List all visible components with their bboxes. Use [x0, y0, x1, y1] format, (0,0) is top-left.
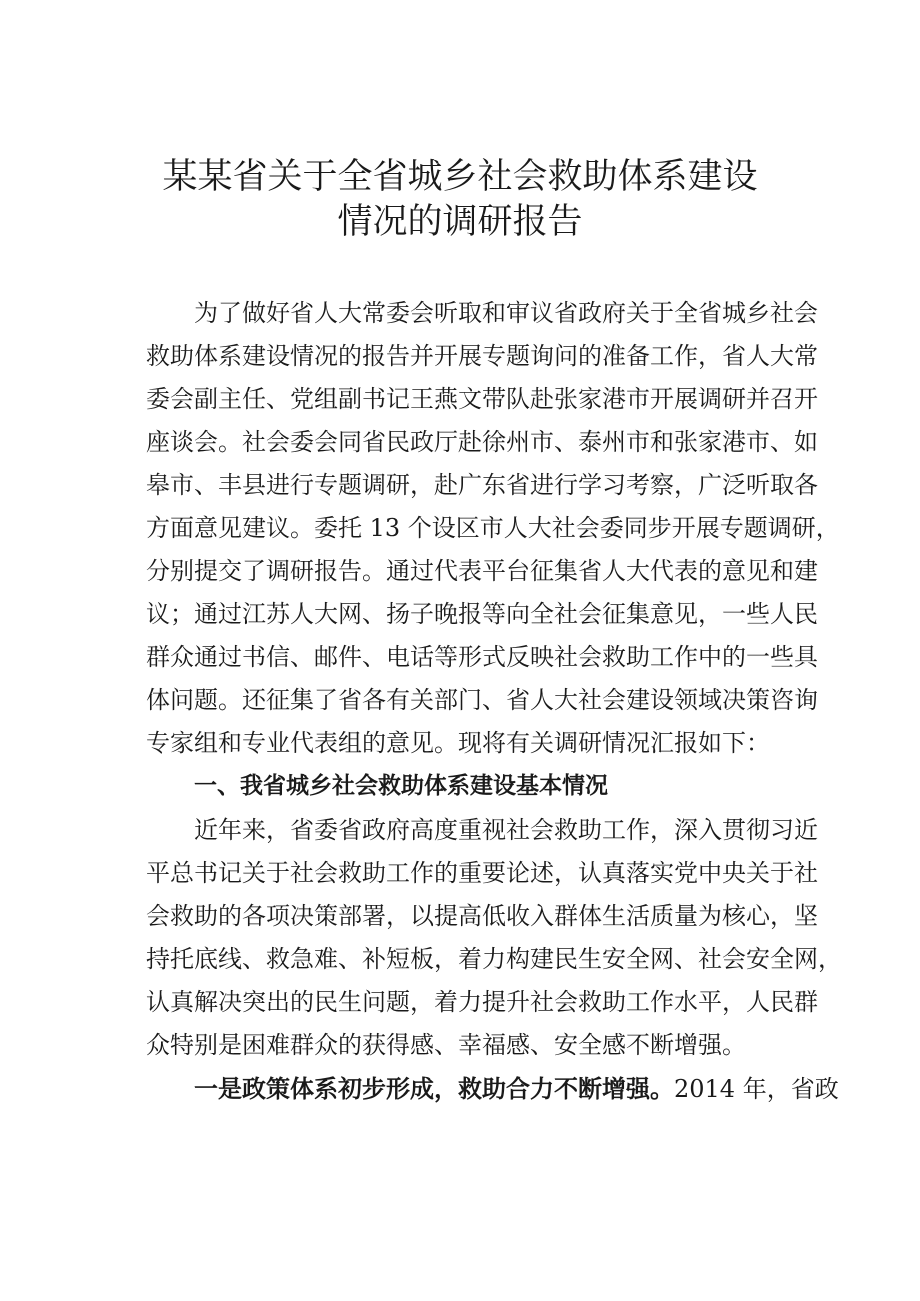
- paragraph-line: 近年来，省委省政府高度重视社会救助工作，深入贯彻习近: [194, 816, 818, 844]
- paragraph-line: 为了做好省人大常委会听取和审议省政府关于全省城乡社会: [194, 299, 818, 327]
- document-title-line-2: 情况的调研报告: [337, 202, 583, 242]
- paragraph-line: 体问题。还征集了省各有关部门、省人大社会建设领域决策咨询: [146, 686, 818, 714]
- paragraph-line: [194, 1069, 839, 1109]
- paragraph-line: 座谈会。社会委会同省民政厅赴徐州市、泰州市和张家港市、如: [146, 428, 818, 456]
- paragraph-line: 方面意见建议。委托 13 个设区市人大社会委同步开展专题调研，: [146, 514, 840, 542]
- paragraph-line: 议；通过江苏人大网、扬子晚报等向全社会征集意见，一些人民: [146, 600, 818, 628]
- paragraph-text: 2014 年，省政: [674, 1075, 839, 1103]
- paragraph-line: 救助体系建设情况的报告并开展专题询问的准备工作，省人大常: [146, 342, 818, 370]
- section-heading: 一、我省城乡社会救助体系建设基本情况: [194, 773, 608, 799]
- bold-lead-phrase: 一是政策体系初步形成，救助合力不断增强。: [194, 1074, 674, 1103]
- paragraph-line: 委会副主任、党组副书记王燕文带队赴张家港市开展调研并召开: [146, 385, 818, 413]
- paragraph-line: 认真解决突出的民生问题，着力提升社会救助工作水平，人民群: [146, 988, 818, 1016]
- paragraph-line: 群众通过书信、邮件、电话等形式反映社会救助工作中的一些具: [146, 643, 818, 671]
- paragraph-line: 会救助的各项决策部署，以提高低收入群体生活质量为核心，坚: [146, 902, 818, 930]
- paragraph-line: 皋市、丰县进行专题调研，赴广东省进行学习考察，广泛听取各: [146, 471, 818, 499]
- document-title-line-1: 某某省关于全省城乡社会救助体系建设: [162, 157, 758, 197]
- paragraph-line: 专家组和专业代表组的意见。现将有关调研情况汇报如下：: [146, 729, 770, 757]
- paragraph-line: 分别提交了调研报告。通过代表平台征集省人大代表的意见和建: [146, 557, 818, 585]
- paragraph-line: 持托底线、救急难、补短板，着力构建民生安全网、社会安全网，: [146, 945, 842, 973]
- paragraph-line: 平总书记关于社会救助工作的重要论述，认真落实党中央关于社: [146, 859, 818, 887]
- paragraph-line: 众特别是困难群众的获得感、幸福感、安全感不断增强。: [146, 1031, 746, 1059]
